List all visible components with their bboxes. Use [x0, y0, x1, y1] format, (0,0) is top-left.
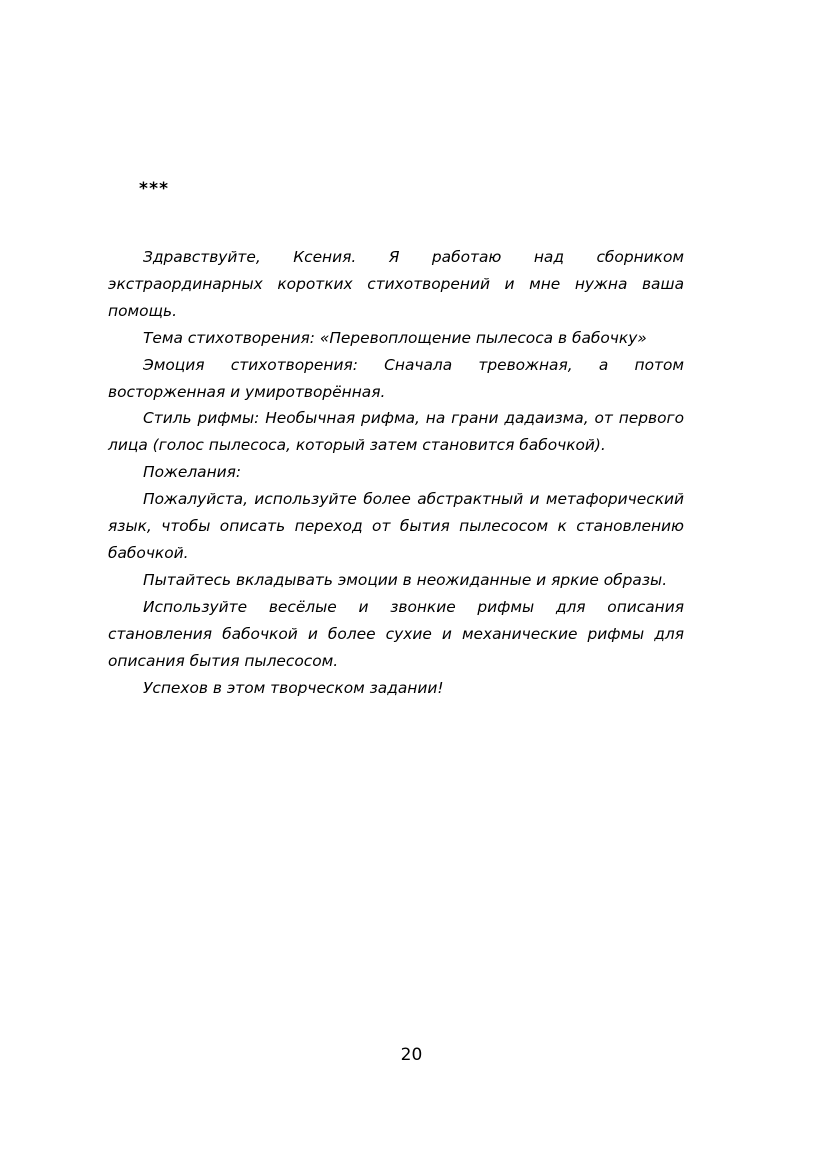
paragraph-wish-rhymes: Используйте весёлые и звонкие рифмы для описания становления бабочкой и более сухие и механические рифмы для описания бытия пылесосом. — [108, 597, 684, 670]
paragraph-greeting: Здравствуйте, Ксения. Я работаю над сборником экстраординарных коротких стихотворений и мне нужна ваша помощь. — [108, 248, 684, 320]
page-number: 20 — [400, 1045, 423, 1065]
paragraph-closing: Успехов в этом творческом задании! — [143, 678, 444, 697]
section-separator-asterisks: *** — [139, 179, 170, 199]
paragraph-wish-emotions: Пытайтесь вкладывать эмоции в неожиданные и яркие образы. — [143, 570, 668, 589]
paragraph-rhyme-style: Стиль рифмы: Необычная рифма, на грани дадаизма, от первого лица (голос пылесоса, который затем становится бабочкой). — [108, 409, 684, 455]
paragraph-theme: Тема стихотворения: «Перевоплощение пылесоса в бабочку» — [143, 328, 647, 347]
paragraph-wish-metaphor: Пожалуйста, используйте более абстрактный и метафорический язык, чтобы описать переход от бытия пылесосом к становлению бабочкой. — [108, 490, 684, 562]
paragraph-emotion: Эмоция стихотворения: Сначала тревожная, а потом восторженная и умиротворённая. — [108, 355, 684, 401]
paragraph-wishes-heading: Пожелания: — [143, 463, 242, 482]
body-text-block — [108, 178, 684, 701]
